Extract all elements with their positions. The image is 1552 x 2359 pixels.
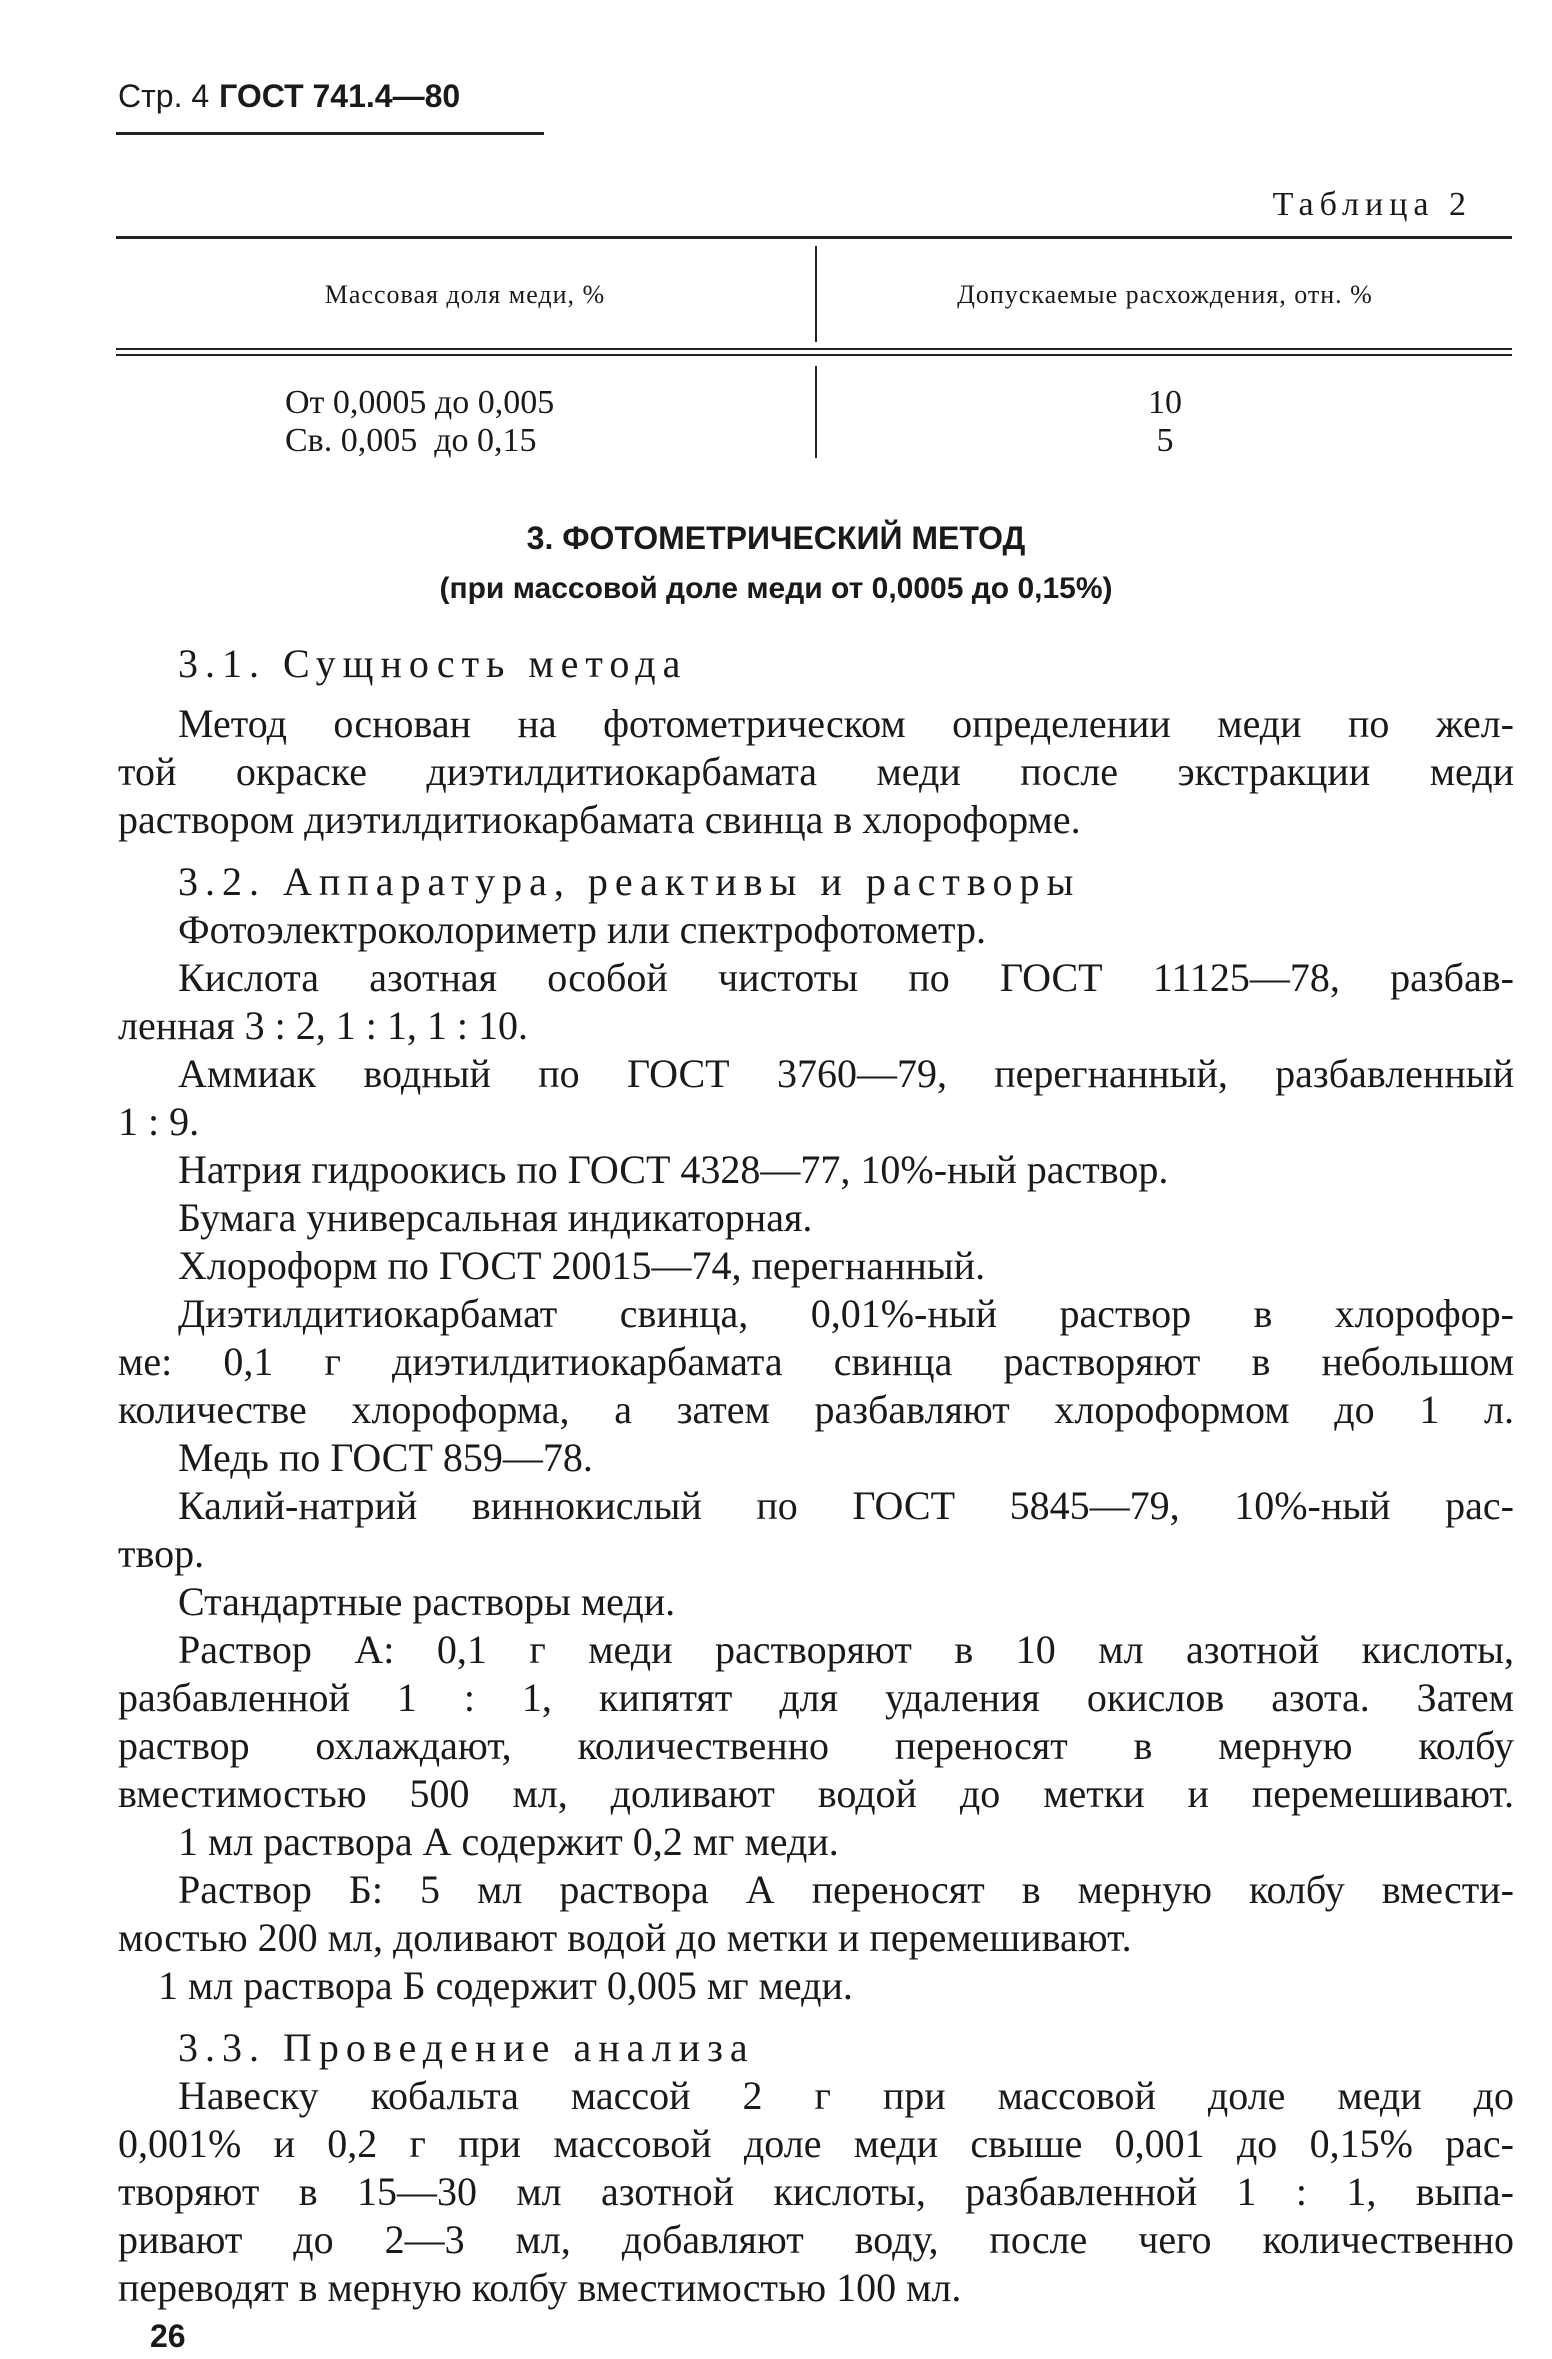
paragraph-line: ленная 3 : 2, 1 : 1, 1 : 10. <box>118 1003 529 1048</box>
paragraph-line: Хлороформ по ГОСТ 20015—74, перегнанный. <box>178 1243 986 1288</box>
paragraph-line: 1 мл раствора А содержит 0,2 мг меди. <box>178 1819 839 1864</box>
table-top-rule <box>116 236 1512 239</box>
paragraph-line: творяют в 15—30 мл азотной кислоты, разбавленной 1 : 1, выпа- <box>118 2169 1514 2214</box>
table-body-divider <box>815 366 817 458</box>
paragraph-line: разбавленной 1 : 1, кипятят для удаления окислов азота. Затем <box>118 1675 1514 1720</box>
subsection-heading-3-1: 3.1. Сущность метода <box>178 641 688 686</box>
table-row-2-range: Св. 0,005 до 0,15 <box>285 422 537 459</box>
page-label: Стр. 4 <box>118 78 210 114</box>
paragraph-line: Стандартные растворы меди. <box>178 1579 676 1624</box>
header-rule <box>116 132 544 135</box>
paragraph-line: Медь по ГОСТ 859—78. <box>178 1435 593 1480</box>
paragraph-line: раствор охлаждают, количественно переносят в мерную колбу <box>118 1723 1514 1768</box>
paragraph-line: раствором диэтилдитиокарбамата свинца в хлороформе. <box>118 797 1081 842</box>
table-header-divider <box>815 246 817 342</box>
page-number: 26 <box>150 2318 186 2354</box>
paragraph-line: той окраске диэтилдитиокарбамата меди после экстракции меди <box>118 749 1514 794</box>
table-row-2-value: 5 <box>1156 422 1174 459</box>
table-caption: Таблица 2 <box>1272 186 1472 223</box>
subsection-heading-3-3: 3.3. Проведение анализа <box>178 2025 755 2070</box>
table-header-tolerance: Допускаемые расхождения, отн. % <box>957 280 1373 309</box>
paragraph-line: переводят в мерную колбу вместимостью 100 мл. <box>118 2265 962 2310</box>
section-subtitle: (при массовой доле меди от 0,0005 до 0,15%) <box>439 572 1113 605</box>
paragraph-line: Аммиак водный по ГОСТ 3760—79, перегнанный, разбавленный <box>178 1051 1514 1096</box>
paragraph-line: Диэтилдитиокарбамат свинца, 0,01%-ный раствор в хлорофор- <box>178 1291 1514 1336</box>
paragraph-line: Метод основан на фотометрическом определении меди по жел- <box>178 701 1514 746</box>
paragraph-line: количестве хлороформа, а затем разбавляют хлороформом до 1 л. <box>118 1387 1514 1432</box>
paragraph-line: твор. <box>118 1531 205 1576</box>
paragraph-line: 1 мл раствора Б содержит 0,005 мг меди. <box>158 1963 853 2008</box>
section-title: 3. ФОТОМЕТРИЧЕСКИЙ МЕТОД <box>526 520 1026 556</box>
table-header-rule-2 <box>116 354 1512 356</box>
paragraph-line: Бумага универсальная индикаторная. <box>178 1195 813 1240</box>
paragraph-line: Натрия гидроокись по ГОСТ 4328—77, 10%-ный раствор. <box>178 1147 1169 1192</box>
paragraph-line: Кислота азотная особой чистоты по ГОСТ 11125—78, разбав- <box>178 955 1514 1000</box>
table-row-1-value: 10 <box>1148 384 1182 421</box>
paragraph-line: ривают до 2—3 мл, добавляют воду, после чего количественно <box>118 2217 1514 2262</box>
paragraph-line: 1 : 9. <box>118 1099 200 1144</box>
paragraph-line: Навеску кобальта массой 2 г при массовой доле меди до <box>178 2073 1514 2118</box>
paragraph-line: ме: 0,1 г диэтилдитиокарбамата свинца растворяют в небольшом <box>118 1339 1514 1384</box>
paragraph-line: 0,001% и 0,2 г при массовой доле меди свыше 0,001 до 0,15% рас- <box>118 2121 1514 2166</box>
paragraph-line: мостью 200 мл, доливают водой до метки и перемешивают. <box>118 1915 1132 1960</box>
subsection-heading-3-2: 3.2. Аппаратура, реактивы и растворы <box>178 859 1081 904</box>
paragraph-line: Раствор Б: 5 мл раствора А переносят в мерную колбу вмести- <box>178 1867 1514 1912</box>
running-header <box>118 78 460 115</box>
paragraph-line: вместимостью 500 мл, доливают водой до метки и перемешивают. <box>118 1771 1514 1816</box>
paragraph-line: Фотоэлектроколориметр или спектрофотометр. <box>178 907 987 952</box>
table-header-rule-1 <box>116 348 1512 350</box>
table-header-mass-fraction: Массовая доля меди, % <box>324 280 606 309</box>
paragraph-line: Раствор А: 0,1 г меди растворяют в 10 мл азотной кислоты, <box>178 1627 1514 1672</box>
table-row-1-range: От 0,0005 до 0,005 <box>285 384 555 421</box>
paragraph-line: Калий-натрий виннокислый по ГОСТ 5845—79, 10%-ный рас- <box>178 1483 1514 1528</box>
standard-number: ГОСТ 741.4—80 <box>219 78 461 114</box>
